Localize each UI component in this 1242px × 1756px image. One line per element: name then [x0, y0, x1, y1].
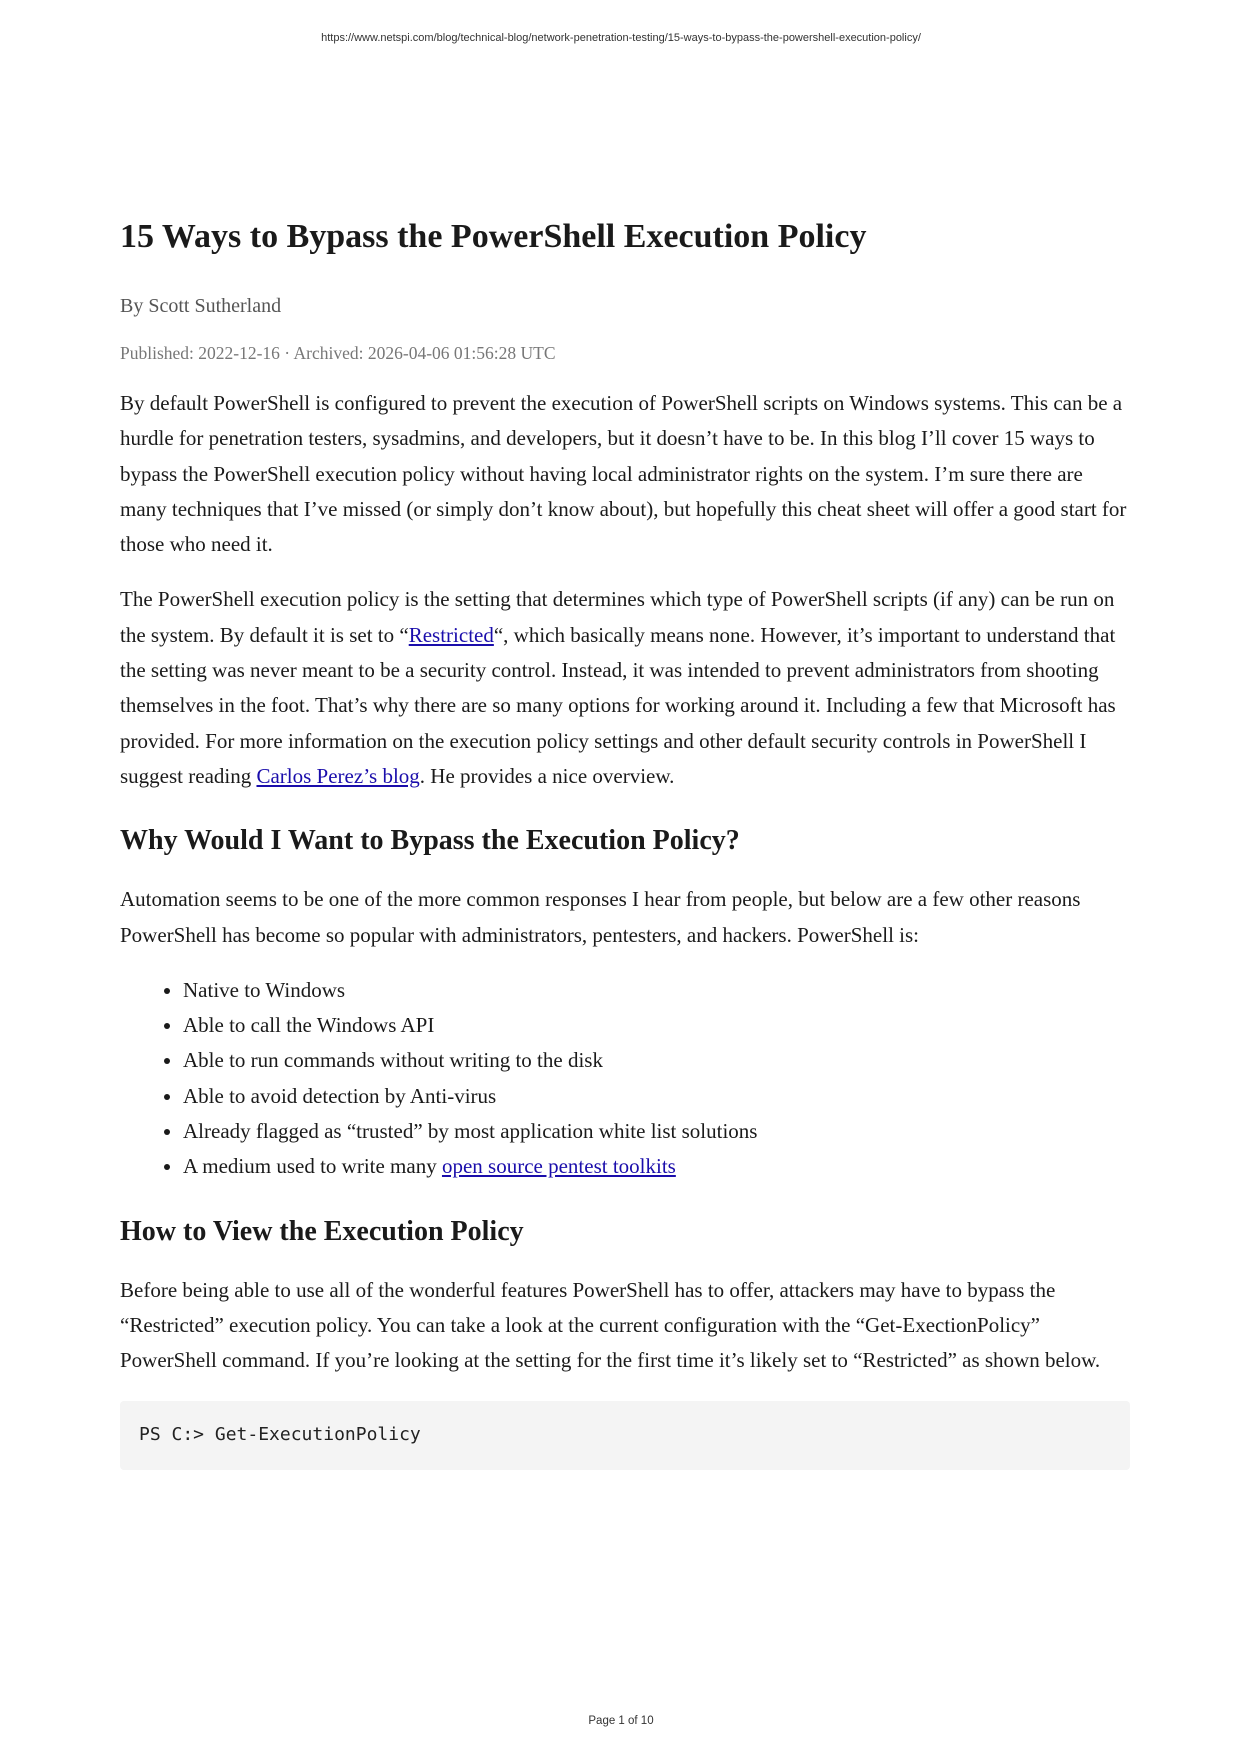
list-item: • Able to avoid detection by Anti-virus	[183, 1079, 1130, 1114]
list-item: • Able to call the Windows API	[183, 1008, 1130, 1043]
article	[120, 212, 1130, 1470]
page-number: Page 1 of 10	[588, 1715, 654, 1727]
code-text: PS C:> Get-ExecutionPolicy	[139, 1423, 421, 1445]
paragraph-text: The PowerShell execution policy is the setting that determines which type of PowerShell scripts (if any) can be run on the system. By default it is set to “	[120, 587, 1115, 647]
list-item: • Native to Windows	[183, 973, 1130, 1008]
list-item	[183, 1149, 1130, 1184]
section-heading-why-bypass: Why Would I Want to Bypass the Execution Policy?	[120, 825, 740, 857]
restricted-link[interactable]: Restricted	[408, 622, 494, 647]
publish-meta: Published: 2022-12-16 · Archived: 2026-04-06 01:56:28 UTC	[120, 343, 556, 363]
carlos-perez-blog-link[interactable]: Carlos Perez’s blog	[256, 763, 420, 788]
why-bypass-paragraph: Automation seems to be one of the more common responses I hear from people, but below are a few other reasons PowerShell has become so popular with administrators, pentesters, and hackers. PowerShell is:	[120, 887, 1081, 947]
intro-paragraph: By default PowerShell is configured to prevent the execution of PowerShell scripts on Windows systems. This can be a hurdle for penetration testers, sysadmins, and developers, but it doesn’t have to be. In this blog I’ll cover 15 ways to bypass the PowerShell execution policy without having local administrator rights on the system. I’m sure there are many techniques that I’ve missed (or simply don’t know about), but hopefully this cheat sheet will offer a good start for those who need it.	[120, 391, 1127, 557]
section-heading-view-policy: How to View the Execution Policy	[120, 1215, 524, 1247]
execution-policy-paragraph	[120, 582, 1130, 794]
article-title: 15 Ways to Bypass the PowerShell Execution Policy	[120, 218, 867, 255]
pentest-toolkits-link[interactable]: open source pentest toolkits	[441, 1154, 676, 1179]
code-block	[120, 1401, 1130, 1470]
powershell-features-list	[120, 973, 1130, 1185]
list-item: • Already flagged as “trusted” by most application white list solutions	[183, 1114, 1130, 1149]
paragraph-text: “, which basically means none. However, it’s important to understand that the setting was never meant to be a security control. Instead, it was intended to prevent administrators from shooting themselves in the foot. That’s why there are so many options for working around it. Including a few that Microsoft has provided. For more information on the execution policy settings and other default security controls in PowerShell I suggest reading	[120, 622, 1116, 788]
page-url: https://www.netspi.com/blog/technical-blog/network-penetration-testing/15-ways-to-bypass-the-powershell-execution-policy/	[321, 32, 921, 44]
paragraph-text: . He provides a nice overview.	[419, 763, 675, 788]
list-item-text: A medium used to write many	[183, 1154, 442, 1179]
list-item: • Able to run commands without writing to the disk	[183, 1043, 1130, 1078]
author-byline: By Scott Sutherland	[120, 295, 282, 317]
view-policy-paragraph: Before being able to use all of the wonderful features PowerShell has to offer, attackers may have to bypass the “Restricted” execution policy. You can take a look at the current configuration with the “Get-ExectionPolicy” PowerShell command. If you’re looking at the setting for the first time it’s likely set to “Restricted” as shown below.	[120, 1277, 1101, 1373]
